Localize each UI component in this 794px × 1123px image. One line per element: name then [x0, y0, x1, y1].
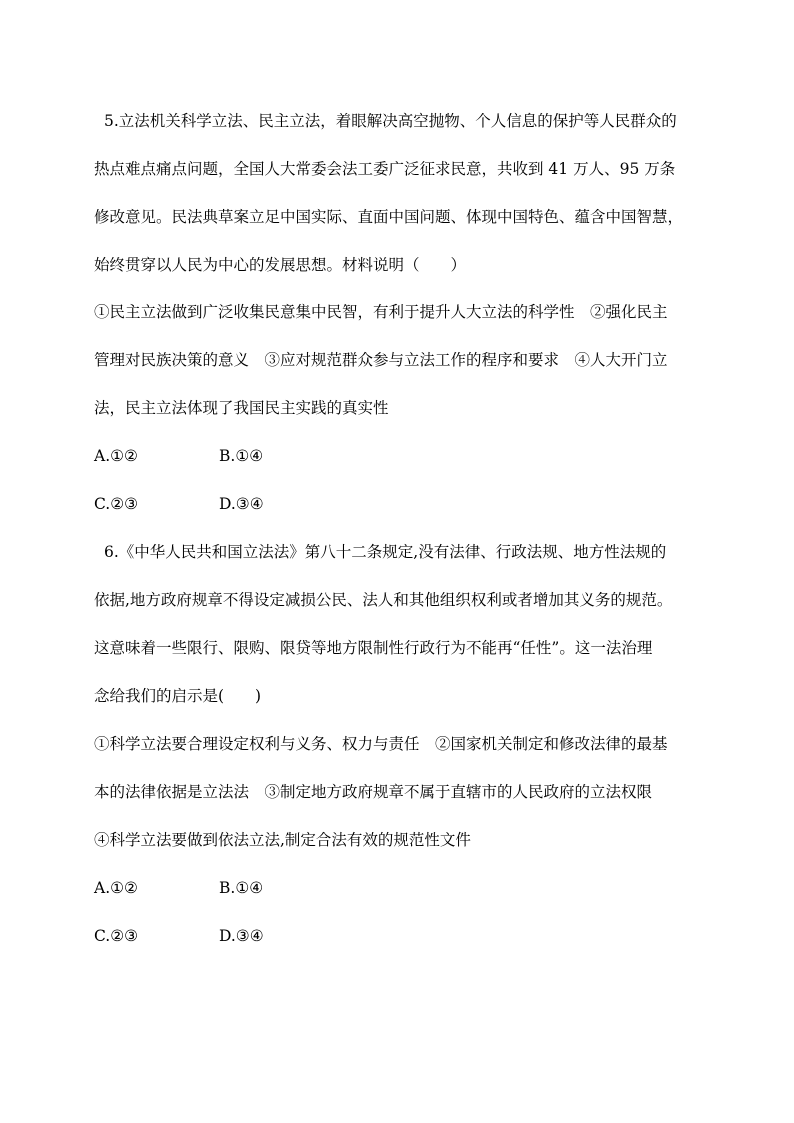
statement-line: 法，民主立法体现了我国民主实践的真实性: [94, 399, 389, 417]
option-a[interactable]: A.①②: [94, 879, 138, 897]
statement-line: ①民主立法做到广泛收集民意集中民智，有利于提升人大立法的科学性 ②强化民主: [94, 303, 668, 321]
option-b[interactable]: B.①④: [219, 447, 264, 465]
question-stem-line: 6.《中华人民共和国立法法》第八十二条规定,没有法律、行政法规、地方性法规的: [104, 543, 667, 561]
question-stem-line: 始终贯穿以人民为中心的发展思想。材料说明（ ）: [94, 256, 467, 274]
question-stem-line: 依据,地方政府规章不得设定减损公民、法人和其他组织权利或者增加其义务的规范。: [94, 591, 673, 609]
statement-line: 本的法律依据是立法法 ③制定地方政府规章不属于直辖市的人民政府的立法权限: [94, 783, 653, 801]
option-d[interactable]: D.③④: [219, 927, 264, 945]
option-d[interactable]: D.③④: [219, 495, 264, 513]
statement-line: 管理对民族决策的意义 ③应对规范群众参与立法工作的程序和要求 ④人大开门立: [94, 351, 668, 369]
question-stem-line: 热点难点痛点问题，全国人大常委会法工委广泛征求民意，共收到 41 万人、95 万条: [94, 160, 676, 178]
question-stem-line: 这意味着一些限行、限购、限贷等地方限制性行政行为不能再“任性”。这一法治理: [94, 639, 653, 657]
options-row: [94, 878, 714, 898]
options-row: [94, 446, 714, 466]
question-stem-line: 念给我们的启示是( ): [94, 687, 262, 705]
options-row: [94, 494, 714, 514]
option-b[interactable]: B.①④: [219, 879, 264, 897]
statement-line: ①科学立法要合理设定权利与义务、权力与责任 ②国家机关制定和修改法律的最基: [94, 735, 668, 753]
question-stem-line: 修改意见。民法典草案立足中国实际、直面中国问题、体现中国特色、蕴含中国智慧，: [94, 208, 684, 226]
option-c[interactable]: C.②③: [94, 927, 139, 945]
statement-line: ④科学立法要做到依法立法,制定合法有效的规范性文件: [94, 831, 471, 849]
option-a[interactable]: A.①②: [94, 447, 138, 465]
option-c[interactable]: C.②③: [94, 495, 139, 513]
question-stem-line: 5.立法机关科学立法、民主立法，着眼解决高空抛物、个人信息的保护等人民群众的: [104, 112, 677, 130]
options-row: [94, 926, 714, 946]
